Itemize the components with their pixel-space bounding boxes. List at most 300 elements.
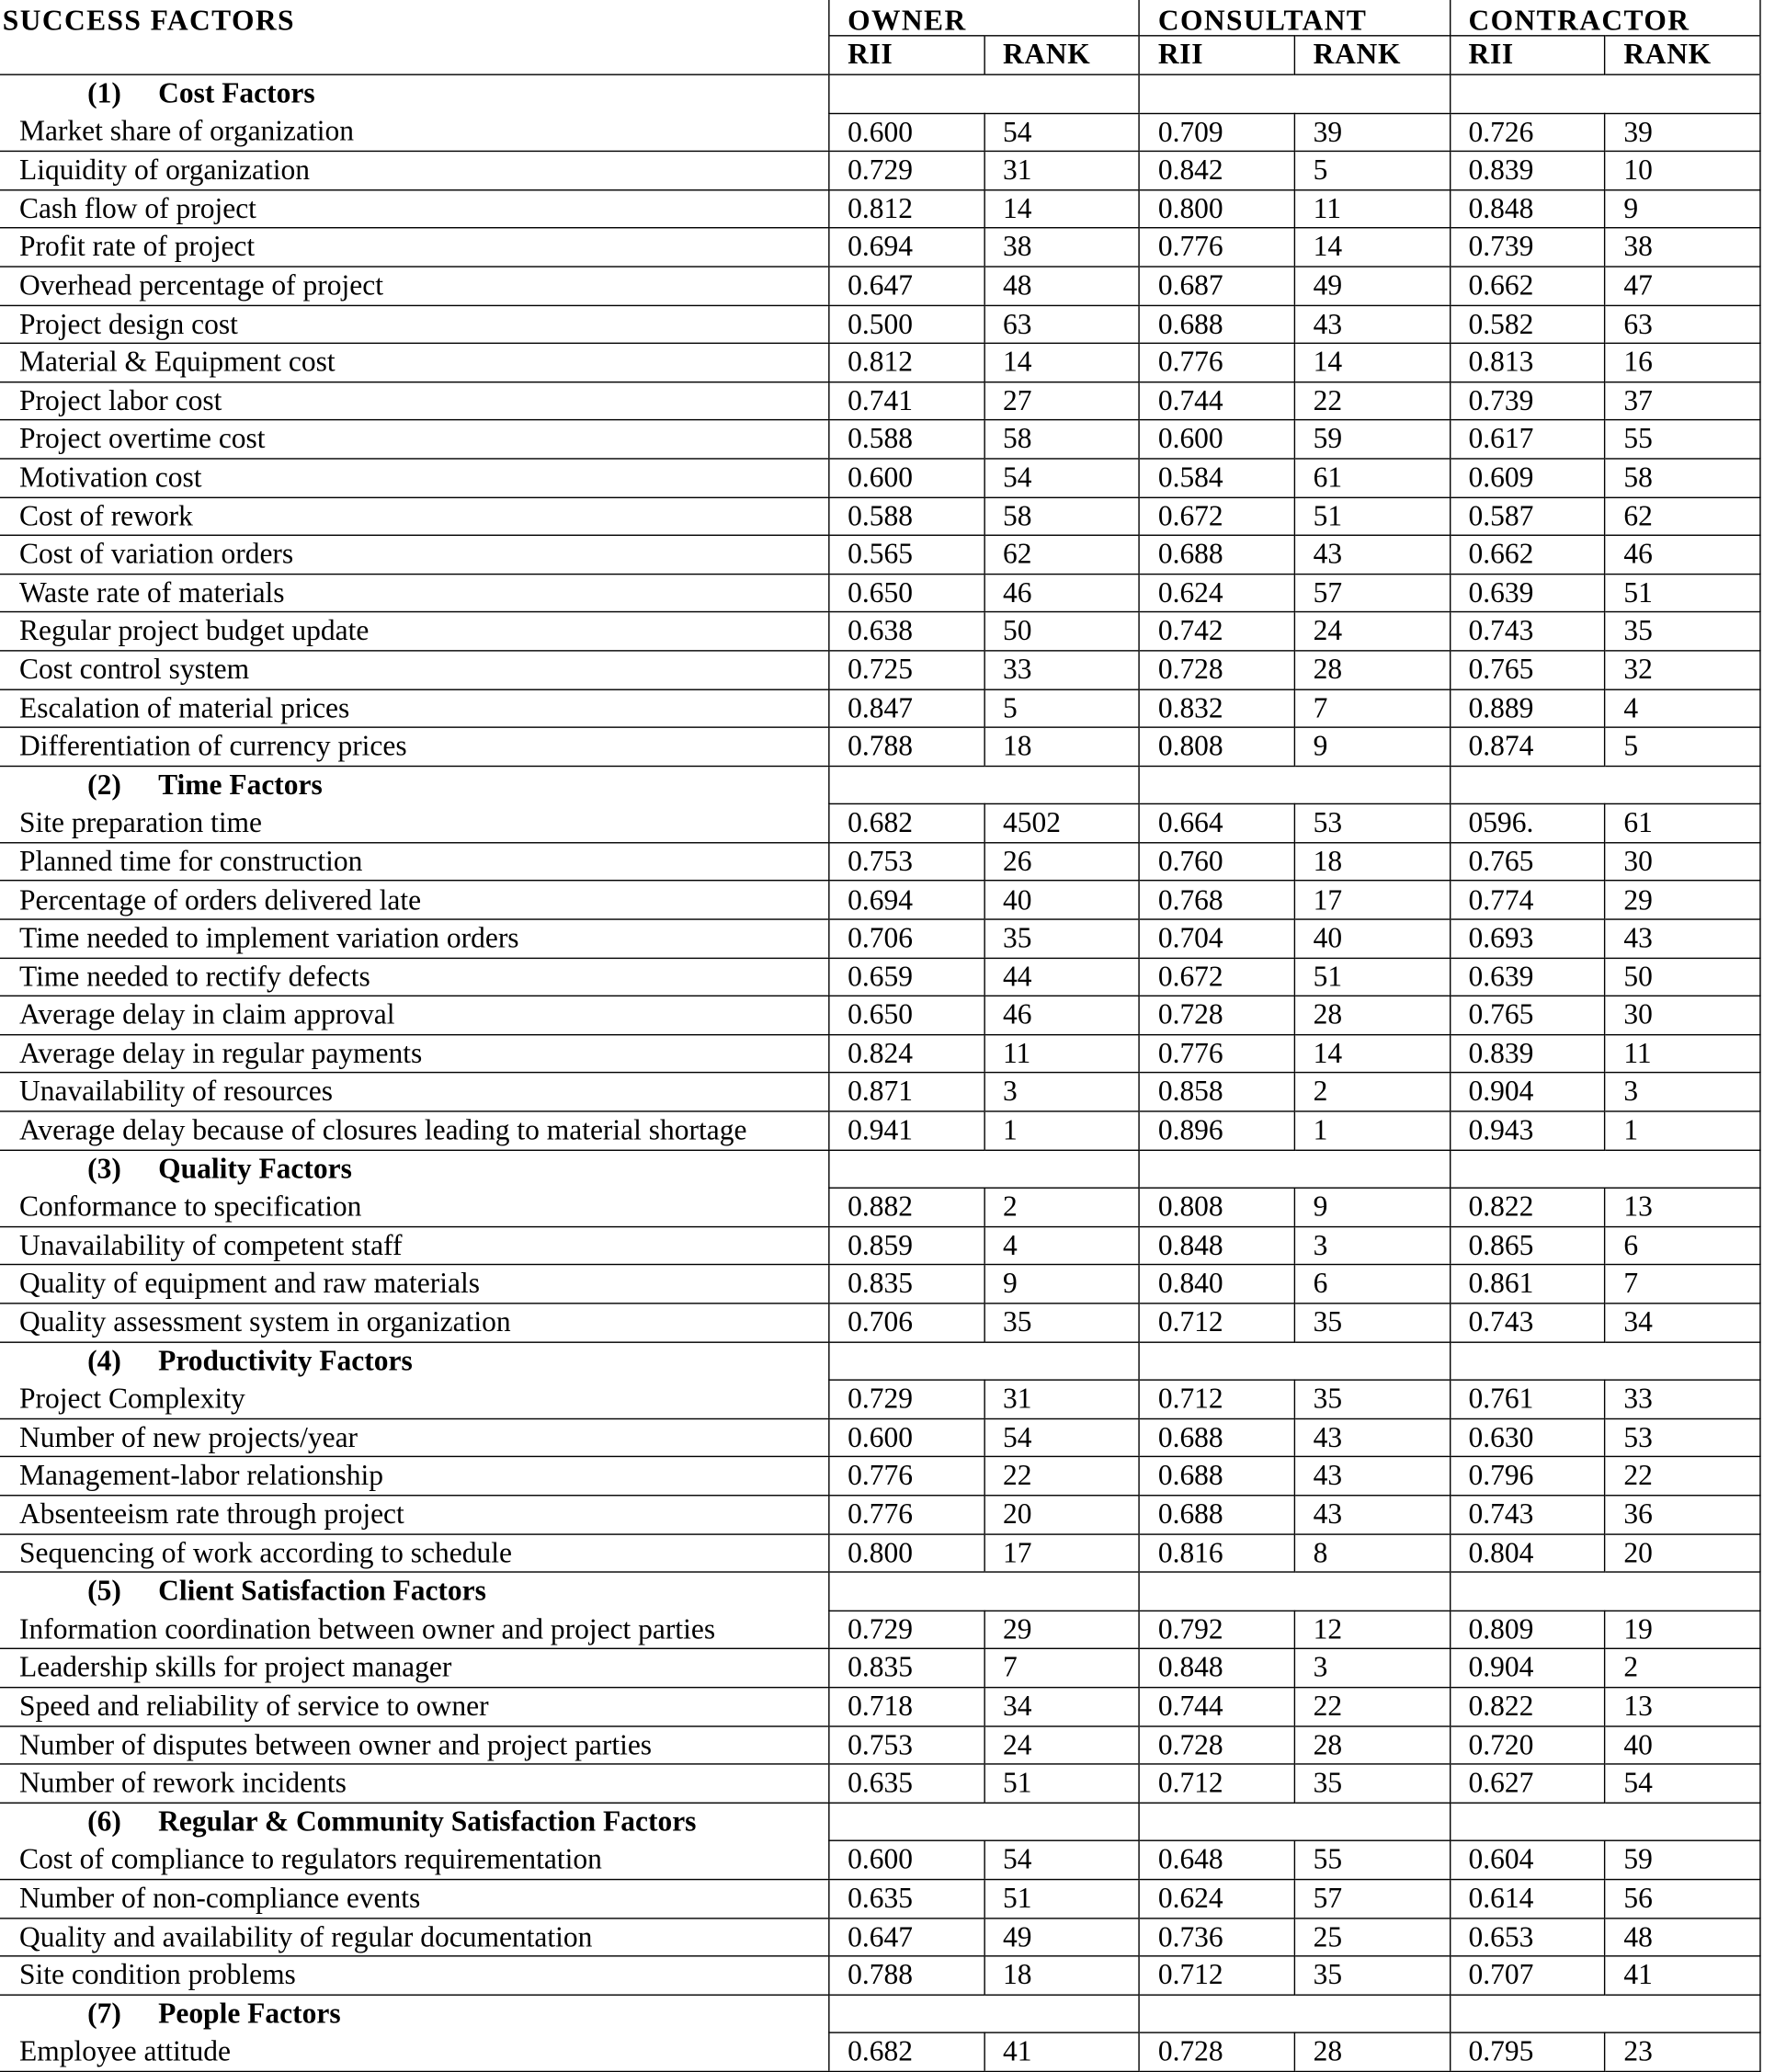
consultant-rank-cell: 28	[1294, 1725, 1450, 1764]
consultant-rank-cell: 43	[1294, 1457, 1450, 1496]
owner-rank-cell: 3	[984, 1073, 1140, 1111]
section-owner-blank	[829, 766, 1140, 804]
section-owner-blank	[829, 1572, 1140, 1611]
contractor-rank-cell: 19	[1605, 1611, 1760, 1649]
factor-name: Material & Equipment cost	[0, 344, 829, 382]
contractor-rank-cell: 10	[1605, 152, 1760, 190]
contractor-rii-cell: 0.693	[1450, 919, 1605, 958]
table-row	[0, 1841, 1760, 1880]
owner-rank-cell: 62	[984, 535, 1140, 574]
contractor-rii-cell: 0.726	[1450, 113, 1605, 152]
consultant-rii-cell: 0.896	[1140, 1111, 1295, 1150]
table-body	[0, 74, 1760, 2071]
table-row	[0, 1879, 1760, 1918]
consultant-rii-cell: 0.832	[1140, 689, 1295, 728]
owner-rank-cell: 40	[984, 881, 1140, 919]
owner-rii-cell: 0.800	[829, 1533, 984, 1572]
section-contractor-blank	[1450, 1342, 1760, 1381]
consultant-rank-cell: 39	[1294, 113, 1450, 152]
contractor-rii-cell: 0.904	[1450, 1649, 1605, 1688]
consultant-rank-cell: 35	[1294, 1380, 1450, 1418]
owner-rank-cell: 54	[984, 459, 1140, 497]
table-row	[0, 1918, 1760, 1956]
section-row	[0, 766, 1760, 804]
section-consultant-blank	[1140, 1572, 1451, 1611]
section-consultant-blank	[1140, 74, 1451, 113]
owner-rank-cell: 54	[984, 113, 1140, 152]
owner-rank-cell: 4	[984, 1226, 1140, 1265]
factor-name: Employee attitude	[0, 2033, 829, 2072]
contractor-rank-cell: 56	[1605, 1879, 1760, 1918]
owner-rii-cell: 0.500	[829, 305, 984, 344]
owner-rank-cell: 38	[984, 228, 1140, 267]
table-row	[0, 727, 1760, 766]
section-title	[0, 766, 829, 804]
owner-rii-cell: 0.882	[829, 1189, 984, 1227]
consultant-rii-cell: 0.816	[1140, 1533, 1295, 1572]
consultant-rank-cell: 53	[1294, 804, 1450, 843]
consultant-rii-cell: 0.600	[1140, 420, 1295, 459]
owner-rii-cell: 0.650	[829, 996, 984, 1035]
consultant-rii-cell: 0.672	[1140, 958, 1295, 996]
contractor-rii-cell: 0.765	[1450, 996, 1605, 1035]
owner-rank-cell: 5	[984, 689, 1140, 728]
consultant-rank-cell: 22	[1294, 381, 1450, 420]
owner-rank-cell: 63	[984, 305, 1140, 344]
consultant-rank-cell: 12	[1294, 1611, 1450, 1649]
factor-name: Time needed to implement variation orders	[0, 919, 829, 958]
table-row	[0, 1304, 1760, 1342]
consultant-rii-cell: 0.688	[1140, 1457, 1295, 1496]
contractor-rii-cell: 0.604	[1450, 1841, 1605, 1880]
owner-rank-cell: 34	[984, 1688, 1140, 1726]
section-row	[0, 1572, 1760, 1611]
consultant-rank-cell: 35	[1294, 1956, 1450, 1995]
owner-rii-cell: 0.682	[829, 2033, 984, 2072]
contractor-rii-cell: 0.662	[1450, 535, 1605, 574]
consultant-rank-cell: 8	[1294, 1533, 1450, 1572]
consultant-rank-cell: 25	[1294, 1918, 1450, 1956]
table-row	[0, 267, 1760, 305]
consultant-rank-cell: 3	[1294, 1226, 1450, 1265]
consultant-rii-cell: 0.792	[1140, 1611, 1295, 1649]
contractor-rii-cell: 0.822	[1450, 1688, 1605, 1726]
contractor-rank-cell: 35	[1605, 612, 1760, 651]
contractor-rii-cell: 0.839	[1450, 1034, 1605, 1073]
contractor-rank-cell: 20	[1605, 1533, 1760, 1572]
contractor-rank-cell: 50	[1605, 958, 1760, 996]
consultant-rank-cell: 55	[1294, 1841, 1450, 1880]
consultant-rii-cell: 0.624	[1140, 1879, 1295, 1918]
table-row	[0, 1956, 1760, 1995]
factor-name: Management-labor relationship	[0, 1457, 829, 1496]
section-consultant-blank	[1140, 1803, 1451, 1841]
owner-rii-cell: 0.650	[829, 574, 984, 612]
header-consultant-rii: RII	[1140, 36, 1295, 74]
table-row	[0, 1111, 1760, 1150]
table-row	[0, 1189, 1760, 1227]
contractor-rii-cell: 0.874	[1450, 727, 1605, 766]
section-contractor-blank	[1450, 1572, 1760, 1611]
owner-rank-cell: 33	[984, 651, 1140, 689]
owner-rank-cell: 54	[984, 1418, 1140, 1457]
consultant-rank-cell: 5	[1294, 152, 1450, 190]
consultant-rii-cell: 0.800	[1140, 189, 1295, 228]
consultant-rii-cell: 0.808	[1140, 727, 1295, 766]
consultant-rii-cell: 0.760	[1140, 843, 1295, 882]
consultant-rii-cell: 0.712	[1140, 1380, 1295, 1418]
header-consultant-rank: RANK	[1294, 36, 1450, 74]
consultant-rii-cell: 0.744	[1140, 1688, 1295, 1726]
owner-rii-cell: 0.776	[829, 1457, 984, 1496]
consultant-rii-cell: 0.648	[1140, 1841, 1295, 1880]
owner-rii-cell: 0.694	[829, 228, 984, 267]
table-row	[0, 497, 1760, 536]
contractor-rii-cell: 0.765	[1450, 651, 1605, 689]
owner-rii-cell: 0.729	[829, 152, 984, 190]
factor-name: Number of non-compliance events	[0, 1879, 829, 1918]
consultant-rank-cell: 57	[1294, 574, 1450, 612]
contractor-rii-cell: 0.662	[1450, 267, 1605, 305]
owner-rank-cell: 46	[984, 574, 1140, 612]
owner-rank-cell: 31	[984, 1380, 1140, 1418]
contractor-rii-cell: 0.774	[1450, 881, 1605, 919]
contractor-rank-cell: 32	[1605, 651, 1760, 689]
section-number: (1)	[87, 76, 121, 109]
consultant-rank-cell: 51	[1294, 497, 1450, 536]
factor-name: Unavailability of competent staff	[0, 1226, 829, 1265]
owner-rii-cell: 0.835	[829, 1649, 984, 1688]
table-row	[0, 843, 1760, 882]
consultant-rank-cell: 18	[1294, 843, 1450, 882]
consultant-rii-cell: 0.728	[1140, 651, 1295, 689]
consultant-rank-cell: 2	[1294, 1073, 1450, 1111]
consultant-rii-cell: 0.858	[1140, 1073, 1295, 1111]
contractor-rank-cell: 16	[1605, 344, 1760, 382]
owner-rank-cell: 35	[984, 919, 1140, 958]
owner-rank-cell: 18	[984, 1956, 1140, 1995]
factor-name: Percentage of orders delivered late	[0, 881, 829, 919]
owner-rank-cell: 44	[984, 958, 1140, 996]
section-label: People Factors	[158, 1997, 341, 2030]
consultant-rii-cell: 0.842	[1140, 152, 1295, 190]
factor-name: Project labor cost	[0, 381, 829, 420]
factor-name: Regular project budget update	[0, 612, 829, 651]
header-success-factors: SUCCESS FACTORS	[2, 4, 295, 36]
consultant-rank-cell: 40	[1294, 919, 1450, 958]
consultant-rank-cell: 43	[1294, 305, 1450, 344]
section-contractor-blank	[1450, 74, 1760, 113]
table-row	[0, 152, 1760, 190]
section-owner-blank	[829, 1150, 1140, 1189]
factor-name: Project overtime cost	[0, 420, 829, 459]
owner-rank-cell: 1	[984, 1111, 1140, 1150]
section-number: (6)	[87, 1804, 121, 1838]
factor-name: Information coordination between owner and project parties	[0, 1611, 829, 1649]
owner-rii-cell: 0.600	[829, 113, 984, 152]
owner-rank-cell: 41	[984, 2033, 1140, 2072]
owner-rii-cell: 0.812	[829, 189, 984, 228]
contractor-rank-cell: 54	[1605, 1764, 1760, 1803]
owner-rii-cell: 0.659	[829, 958, 984, 996]
factor-name: Quality of equipment and raw materials	[0, 1265, 829, 1304]
owner-rank-cell: 58	[984, 497, 1140, 536]
contractor-rank-cell: 59	[1605, 1841, 1760, 1880]
factor-name: Number of rework incidents	[0, 1764, 829, 1803]
owner-rank-cell: 14	[984, 189, 1140, 228]
contractor-rii-cell: 0.765	[1450, 843, 1605, 882]
owner-rank-cell: 9	[984, 1265, 1140, 1304]
section-owner-blank	[829, 1803, 1140, 1841]
table-row	[0, 1611, 1760, 1649]
contractor-rank-cell: 13	[1605, 1688, 1760, 1726]
section-contractor-blank	[1450, 1995, 1760, 2033]
contractor-rii-cell: 0.630	[1450, 1418, 1605, 1457]
contractor-rii-cell: 0.739	[1450, 228, 1605, 267]
owner-rii-cell: 0.725	[829, 651, 984, 689]
factor-name: Number of new projects/year	[0, 1418, 829, 1457]
section-row	[0, 1995, 1760, 2033]
consultant-rank-cell: 57	[1294, 1879, 1450, 1918]
contractor-rii-cell: 0.653	[1450, 1918, 1605, 1956]
consultant-rii-cell: 0.688	[1140, 305, 1295, 344]
owner-rii-cell: 0.718	[829, 1688, 984, 1726]
table-row	[0, 1649, 1760, 1688]
factor-name: Absenteeism rate through project	[0, 1496, 829, 1534]
consultant-rii-cell: 0.687	[1140, 267, 1295, 305]
section-consultant-blank	[1140, 1342, 1451, 1381]
consultant-rii-cell: 0.742	[1140, 612, 1295, 651]
consultant-rank-cell: 59	[1294, 420, 1450, 459]
owner-rank-cell: 54	[984, 1841, 1140, 1880]
header-contractor-rii: RII	[1450, 36, 1605, 74]
section-number: (4)	[87, 1344, 121, 1377]
contractor-rii-cell: 0.796	[1450, 1457, 1605, 1496]
consultant-rii-cell: 0.688	[1140, 1496, 1295, 1534]
section-number: (3)	[87, 1152, 121, 1185]
consultant-rank-cell: 3	[1294, 1649, 1450, 1688]
owner-rank-cell: 26	[984, 843, 1140, 882]
consultant-rank-cell: 11	[1294, 189, 1450, 228]
consultant-rank-cell: 14	[1294, 1034, 1450, 1073]
contractor-rank-cell: 30	[1605, 843, 1760, 882]
owner-rii-cell: 0.600	[829, 1841, 984, 1880]
consultant-rii-cell: 0.712	[1140, 1956, 1295, 1995]
consultant-rank-cell: 51	[1294, 958, 1450, 996]
contractor-rank-cell: 6	[1605, 1226, 1760, 1265]
section-row	[0, 1150, 1760, 1189]
consultant-rank-cell: 43	[1294, 1418, 1450, 1457]
contractor-rii-cell: 0.587	[1450, 497, 1605, 536]
consultant-rii-cell: 0.768	[1140, 881, 1295, 919]
consultant-rii-cell: 0.808	[1140, 1189, 1295, 1227]
contractor-rii-cell: 0.839	[1450, 152, 1605, 190]
owner-rii-cell: 0.647	[829, 267, 984, 305]
consultant-rii-cell: 0.840	[1140, 1265, 1295, 1304]
table-row	[0, 1073, 1760, 1111]
factor-name: Planned time for construction	[0, 843, 829, 882]
contractor-rank-cell: 5	[1605, 727, 1760, 766]
factor-name: Project design cost	[0, 305, 829, 344]
section-title	[0, 1572, 829, 1611]
consultant-rii-cell: 0.848	[1140, 1226, 1295, 1265]
owner-rank-cell: 31	[984, 152, 1140, 190]
consultant-rii-cell: 0.584	[1140, 459, 1295, 497]
consultant-rank-cell: 24	[1294, 612, 1450, 651]
owner-rank-cell: 51	[984, 1879, 1140, 1918]
contractor-rank-cell: 53	[1605, 1418, 1760, 1457]
section-number: (2)	[87, 768, 121, 801]
owner-rii-cell: 0.871	[829, 1073, 984, 1111]
consultant-rank-cell: 28	[1294, 2033, 1450, 2072]
owner-rank-cell: 20	[984, 1496, 1140, 1534]
section-number: (5)	[87, 1574, 121, 1608]
consultant-rank-cell: 22	[1294, 1688, 1450, 1726]
contractor-rii-cell: 0.904	[1450, 1073, 1605, 1111]
owner-rii-cell: 0.859	[829, 1226, 984, 1265]
owner-rank-cell: 17	[984, 1533, 1140, 1572]
contractor-rank-cell: 29	[1605, 881, 1760, 919]
section-consultant-blank	[1140, 1995, 1451, 2033]
contractor-rank-cell: 58	[1605, 459, 1760, 497]
consultant-rank-cell: 6	[1294, 1265, 1450, 1304]
consultant-rank-cell: 9	[1294, 1189, 1450, 1227]
table-row	[0, 1380, 1760, 1418]
consultant-rank-cell: 49	[1294, 267, 1450, 305]
factor-name: Sequencing of work according to schedule	[0, 1533, 829, 1572]
contractor-rii-cell: 0.743	[1450, 612, 1605, 651]
section-label: Client Satisfaction Factors	[158, 1574, 486, 1608]
contractor-rank-cell: 41	[1605, 1956, 1760, 1995]
owner-rii-cell: 0.600	[829, 459, 984, 497]
consultant-rii-cell: 0.712	[1140, 1764, 1295, 1803]
contractor-rii-cell: 0.639	[1450, 574, 1605, 612]
contractor-rank-cell: 4	[1605, 689, 1760, 728]
contractor-rank-cell: 13	[1605, 1189, 1760, 1227]
contractor-rii-cell: 0.761	[1450, 1380, 1605, 1418]
table-row	[0, 189, 1760, 228]
contractor-rii-cell: 0.707	[1450, 1956, 1605, 1995]
section-title	[0, 1342, 829, 1381]
factor-name: Average delay because of closures leading to material shortage	[0, 1111, 829, 1150]
owner-rank-cell: 46	[984, 996, 1140, 1035]
consultant-rii-cell: 0.776	[1140, 1034, 1295, 1073]
contractor-rii-cell: 0.943	[1450, 1111, 1605, 1150]
owner-rii-cell: 0.941	[829, 1111, 984, 1150]
table-row	[0, 612, 1760, 651]
contractor-rii-cell: 0.889	[1450, 689, 1605, 728]
contractor-rii-cell: 0.639	[1450, 958, 1605, 996]
factor-name: Site condition problems	[0, 1956, 829, 1995]
table-row	[0, 574, 1760, 612]
factor-name: Unavailability of resources	[0, 1073, 829, 1111]
section-label: Time Factors	[158, 768, 323, 801]
factor-name: Average delay in regular payments	[0, 1034, 829, 1073]
owner-rank-cell: 58	[984, 420, 1140, 459]
factor-name: Conformance to specification	[0, 1189, 829, 1227]
section-label: Productivity Factors	[158, 1344, 413, 1377]
contractor-rank-cell: 11	[1605, 1034, 1760, 1073]
contractor-rank-cell: 43	[1605, 919, 1760, 958]
consultant-rii-cell: 0.744	[1140, 381, 1295, 420]
table-row	[0, 1226, 1760, 1265]
factor-name: Waste rate of materials	[0, 574, 829, 612]
contractor-rank-cell: 37	[1605, 381, 1760, 420]
factor-name: Average delay in claim approval	[0, 996, 829, 1035]
contractor-rii-cell: 0.739	[1450, 381, 1605, 420]
owner-rank-cell: 24	[984, 1725, 1140, 1764]
consultant-rii-cell: 0.728	[1140, 996, 1295, 1035]
owner-rii-cell: 0.776	[829, 1496, 984, 1534]
owner-rank-cell: 7	[984, 1649, 1140, 1688]
contractor-rii-cell: 0.743	[1450, 1304, 1605, 1342]
table-row	[0, 305, 1760, 344]
owner-rii-cell: 0.729	[829, 1380, 984, 1418]
consultant-rii-cell: 0.672	[1140, 497, 1295, 536]
table-row	[0, 689, 1760, 728]
contractor-rii-cell: 0.617	[1450, 420, 1605, 459]
owner-rank-cell: 35	[984, 1304, 1140, 1342]
consultant-rii-cell: 0.712	[1140, 1304, 1295, 1342]
contractor-rank-cell: 1	[1605, 1111, 1760, 1150]
table-row	[0, 381, 1760, 420]
factor-name: Overhead percentage of project	[0, 267, 829, 305]
section-row	[0, 1342, 1760, 1381]
consultant-rii-cell: 0.776	[1140, 344, 1295, 382]
owner-rii-cell: 0.753	[829, 843, 984, 882]
consultant-rii-cell: 0.776	[1140, 228, 1295, 267]
section-label: Quality Factors	[158, 1152, 352, 1185]
contractor-rank-cell: 63	[1605, 305, 1760, 344]
section-owner-blank	[829, 74, 1140, 113]
contractor-rii-cell: 0.822	[1450, 1189, 1605, 1227]
contractor-rii-cell: 0.609	[1450, 459, 1605, 497]
consultant-rii-cell: 0.624	[1140, 574, 1295, 612]
factor-name: Cost control system	[0, 651, 829, 689]
header-contractor-rank: RANK	[1605, 36, 1760, 74]
section-title	[0, 1803, 829, 1841]
contractor-rank-cell: 51	[1605, 574, 1760, 612]
header-owner-rii: RII	[829, 36, 984, 74]
factor-name: Quality and availability of regular documentation	[0, 1918, 829, 1956]
section-title	[0, 74, 829, 113]
owner-rii-cell: 0.588	[829, 420, 984, 459]
section-row	[0, 1803, 1760, 1841]
contractor-rii-cell: 0.804	[1450, 1533, 1605, 1572]
consultant-rii-cell: 0.848	[1140, 1649, 1295, 1688]
header-owner-rank: RANK	[984, 36, 1140, 74]
table-row	[0, 113, 1760, 152]
factor-name: Project Complexity	[0, 1380, 829, 1418]
factor-name: Escalation of material prices	[0, 689, 829, 728]
owner-rank-cell: 29	[984, 1611, 1140, 1649]
consultant-rank-cell: 43	[1294, 535, 1450, 574]
consultant-rank-cell: 17	[1294, 881, 1450, 919]
table-row	[0, 996, 1760, 1035]
consultant-rii-cell: 0.728	[1140, 2033, 1295, 2072]
contractor-rii-cell: 0.582	[1450, 305, 1605, 344]
table-row	[0, 1034, 1760, 1073]
table-row	[0, 1265, 1760, 1304]
factor-name: Differentiation of currency prices	[0, 727, 829, 766]
table-row	[0, 651, 1760, 689]
factor-name: Quality assessment system in organization	[0, 1304, 829, 1342]
contractor-rank-cell: 3	[1605, 1073, 1760, 1111]
owner-rank-cell: 27	[984, 381, 1140, 420]
consultant-rank-cell: 43	[1294, 1496, 1450, 1534]
section-row	[0, 74, 1760, 113]
table-row	[0, 881, 1760, 919]
